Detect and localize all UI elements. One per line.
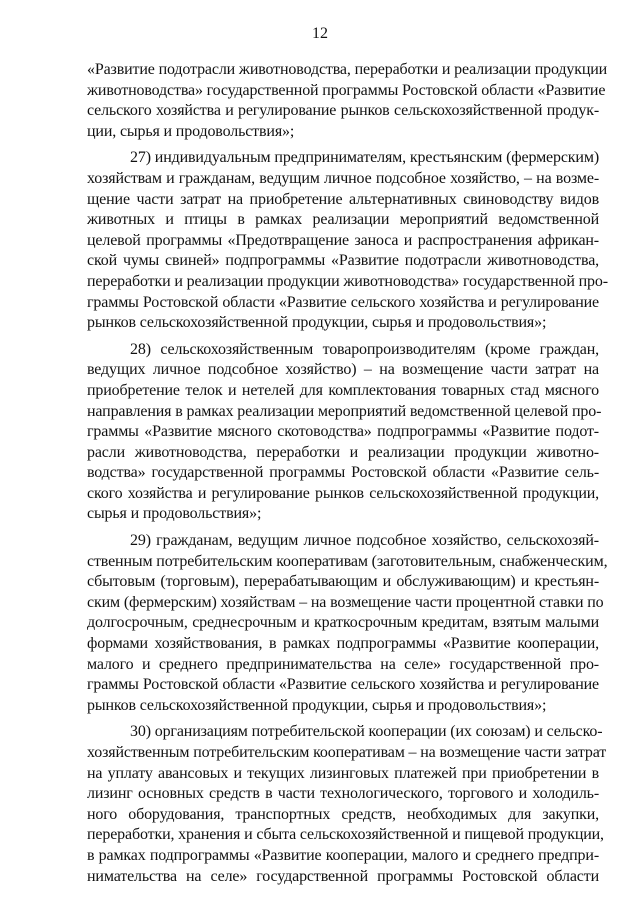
text-line: ской чумы свиней» подпрограммы «Развитие подотрасли животноводства, [87, 252, 599, 270]
text-line: щение части затрат на приобретение альтернативных свиноводству видов [87, 190, 599, 208]
text-line: рынков сельскохозяйственной продукции, сырья и продовольствия»; [87, 314, 547, 332]
text-line: нимательства на селе» государственной программы Ростовской области [87, 867, 599, 885]
document-body [87, 60, 608, 893]
text-line: 29) гражданам, ведущим личное подсобное хозяйство, сельскохозяй- [130, 532, 599, 550]
text-line: формами хозяйствования, в рамках подпрограммы «Развитие кооперации, [87, 635, 599, 653]
text-line: ции, сырья и продовольствия»; [87, 122, 295, 140]
text-line: приобретение телок и нетелей для комплектования товарных стад мясного [87, 381, 599, 399]
text-line: целевой программы «Предотвращение заноса и распространения африкан- [87, 231, 599, 249]
text-line: хозяйствам и гражданам, ведущим личное подсобное хозяйство, – на возме- [87, 169, 599, 187]
text-line: граммы Ростовской области «Развитие сельского хозяйства и регулирование [87, 293, 599, 311]
text-line: ственным потребительским кооперативам (заготовительным, снабженческим, [87, 552, 608, 570]
paragraph [87, 340, 602, 525]
text-line: животных и птицы в рамках реализации мероприятий ведомственной [87, 211, 599, 229]
text-line: ведущих личное подсобное хозяйство) – на возмещение части затрат на [87, 361, 599, 379]
text-line: 30) организациям потребительской кооперации (их союзам) и сельско- [130, 723, 603, 741]
text-line: сбытовым (торговым), перерабатывающим и обслуживающим) и крестьян- [87, 573, 599, 591]
text-line: граммы «Развитие мясного скотоводства» подпрограммы «Развитие подот- [87, 423, 599, 441]
text-line: малого и среднего предпринимательства на селе» государственной про- [87, 655, 599, 673]
text-line: переработки и реализации продукции животноводства» государственной про- [87, 272, 608, 290]
paragraph [87, 60, 608, 142]
text-line: лизинг основных средств в части технологического, торгового и холодиль- [87, 785, 599, 803]
text-line: в рамках подпрограммы «Развитие кооперации, малого и среднего предпри- [87, 846, 599, 864]
text-line: рынков сельскохозяйственной продукции, сырья и продовольствия»; [87, 696, 547, 714]
text-line: животноводства» государственной программы Ростовской области «Развитие [87, 81, 606, 99]
text-line: ского хозяйства и регулирование рынков сельскохозяйственной продукции, [87, 484, 599, 502]
text-line: 27) индивидуальным предпринимателям, крестьянским (фермерским) [130, 149, 599, 167]
paragraph [87, 531, 608, 716]
text-line: ного оборудования, транспортных средств, необходимых для закупки, [87, 805, 599, 823]
text-line: переработки, хранения и сбыта сельскохозяйственной и пищевой продукции, [87, 826, 604, 844]
text-line: «Развитие подотрасли животноводства, переработки и реализации продукции [87, 61, 608, 78]
text-line: 28) сельскохозяйственным товаропроизводителям (кроме граждан, [130, 340, 599, 358]
text-line: ским (фермерским) хозяйствам – на возмещение части процентной ставки по [87, 593, 604, 611]
text-line: сельского хозяйства и регулирование рынков сельскохозяйственной продук- [87, 102, 599, 120]
paragraph [87, 148, 608, 333]
text-line: граммы Ростовской области «Развитие сельского хозяйства и регулирование [87, 676, 599, 694]
text-line: на уплату авансовых и текущих лизинговых платежей при приобретении в [87, 764, 599, 782]
text-line: расли животноводства, переработки и реализации продукции животно- [87, 443, 599, 461]
page-number: 12 [312, 25, 328, 42]
text-line: хозяйственным потребительским кооперативам – на возмещение части затрат [87, 744, 607, 761]
text-line: водства» государственной программы Ростовской области «Развитие сель- [87, 464, 599, 482]
text-line: сырья и продовольствия»; [87, 505, 262, 523]
paragraph [87, 722, 607, 887]
text-line: долгосрочным, среднесрочным и краткосрочным кредитам, взятым малыми [87, 614, 599, 632]
text-line: направления в рамках реализации мероприятий ведомственной целевой про- [87, 402, 602, 420]
